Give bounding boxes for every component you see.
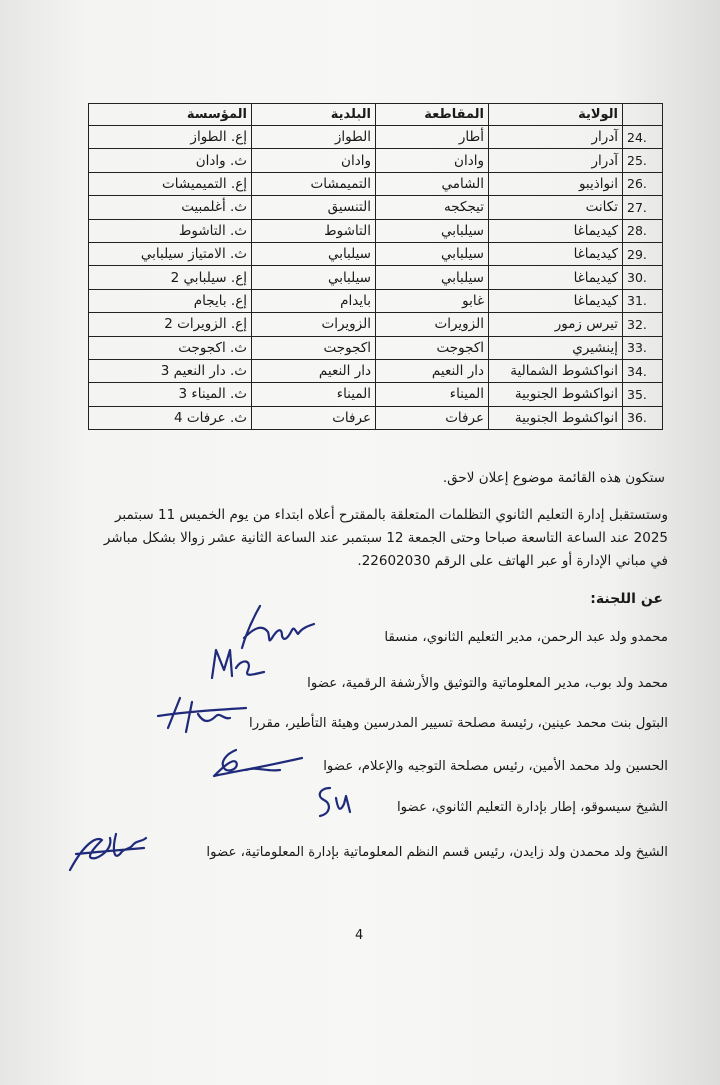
committee-member: محمدو ولد عبد الرحمن، مدير التعليم الثانوي، منسقا [384,630,668,645]
table-row [89,289,663,312]
cell-municipality: وادان [252,149,376,172]
committee-member: الشيخ سيسوقو، إطار بإدارة التعليم الثانوي، عضوا [396,800,668,815]
cell-state: آدرار [489,149,623,172]
cell-department: دار النعيم [376,359,489,382]
cell-state: انواكشوط الشمالية [489,359,623,382]
cell-state: انواكشوط الجنوبية [489,406,623,429]
cell-institution: ث. دار النعيم 3 [89,359,252,382]
cell-institution: إع. بايجام [89,289,252,312]
cell-municipality: الطواز [252,126,376,149]
table-row [89,383,663,406]
cell-municipality: التنسيق [252,196,376,219]
committee-member: محمد ولد بوب، مدير المعلوماتية والتوثيق والأرشفة الرقمية، عضوا [307,676,668,691]
committee-heading: عن اللجنة: [590,591,663,607]
header-department: المقاطعة [376,104,489,126]
cell-institution: إع. التميميشات [89,172,252,195]
cell-state: كيديماغا [489,242,623,265]
table-row [89,336,663,359]
cell-institution: ث. اكجوجت [89,336,252,359]
cell-department: أطار [376,126,489,149]
page-number: 4 [355,928,364,943]
cell-institution: إع. الطواز [89,126,252,149]
cell-institution: ث. التاشوط [89,219,252,242]
cell-state: كيديماغا [489,266,623,289]
cell-institution: ث. الميناء 3 [89,383,252,406]
cell-department: سيلبابي [376,242,489,265]
cell-institution: ث. عرفات 4 [89,406,252,429]
paragraph-line-1: وستستقبل إدارة التعليم الثانوي التظلمات المتعلقة بالمقترح أعلاه ابتداء من يوم الخميس 11 سبتمبر [114,507,668,523]
cell-municipality: التاشوط [252,219,376,242]
row-number: 36. [623,406,663,429]
committee-member: البتول بنت محمد عينين، رئيسة مصلحة تسيير المدرسين وهيئة التأطير، مقررا [249,716,668,731]
table-row [89,219,663,242]
row-number: 28. [623,219,663,242]
announcement-note: ستكون هذه القائمة موضوع إعلان لاحق. [442,470,665,486]
cell-municipality: التميمشات [252,172,376,195]
cell-municipality: الزويرات [252,313,376,336]
row-number: 27. [623,196,663,219]
cell-municipality: دار النعيم [252,359,376,382]
signature-4 [206,742,316,784]
signature-3 [154,694,254,736]
cell-state: انواذيبو [489,172,623,195]
cell-department: سيلبابي [376,219,489,242]
cell-municipality: الميناء [252,383,376,406]
table-row [89,149,663,172]
cell-institution: إع. الزويرات 2 [89,313,252,336]
cell-municipality: عرفات [252,406,376,429]
cell-state: إينشيري [489,336,623,359]
cell-department: الزويرات [376,313,489,336]
cell-state: انواكشوط الجنوبية [489,383,623,406]
row-number: 32. [623,313,663,336]
signature-6 [62,824,152,880]
row-number: 31. [623,289,663,312]
row-number: 26. [623,172,663,195]
row-number: 25. [623,149,663,172]
row-number: 24. [623,126,663,149]
table-row [89,172,663,195]
paragraph-line-3: في مباني الإدارة أو عبر الهاتف على الرقم 22602030. [357,553,668,569]
header-municipality: البلدية [252,104,376,126]
cell-state: كيديماغا [489,289,623,312]
header-state: الولاية [489,104,623,126]
cell-institution: إع. سيلبابي 2 [89,266,252,289]
row-number: 35. [623,383,663,406]
cell-state: تيرس زمور [489,313,623,336]
table-row [89,196,663,219]
cell-department: عرفات [376,406,489,429]
header-number [623,104,663,126]
cell-municipality: بايدام [252,289,376,312]
table-row [89,126,663,149]
row-number: 29. [623,242,663,265]
signature-2 [206,644,270,684]
committee-member: الحسين ولد محمد الأمين، رئيس مصلحة التوجيه والإعلام، عضوا [323,759,668,774]
committee-member: الشيخ ولد محمدن ولد زايدن، رئيس قسم النظم المعلوماتية بإدارة المعلوماتية، عضوا [206,845,668,860]
signature-5 [310,782,360,826]
cell-municipality: اكجوجت [252,336,376,359]
cell-state: كيديماغا [489,219,623,242]
cell-municipality: سيلبابي [252,266,376,289]
row-number: 34. [623,359,663,382]
table-row [89,313,663,336]
cell-department: غابو [376,289,489,312]
table-row [89,266,663,289]
schools-table [88,103,663,430]
table-row [89,242,663,265]
cell-municipality: سيلبابي [252,242,376,265]
header-institution: المؤسسة [89,104,252,126]
grievance-paragraph [48,504,668,573]
cell-department: تيجكجه [376,196,489,219]
table-header-row [89,104,663,126]
cell-department: سيلبابي [376,266,489,289]
cell-state: آدرار [489,126,623,149]
cell-department: وادان [376,149,489,172]
cell-department: اكجوجت [376,336,489,359]
table-row [89,406,663,429]
cell-state: تكانت [489,196,623,219]
cell-department: الميناء [376,383,489,406]
paragraph-line-2: 2025 عند الساعة التاسعة صباحا وحتى الجمعة 12 سبتمبر عند الساعة الثانية عشر زوالا بشكل مباشر [103,530,668,546]
cell-institution: ث. الامتياز سيلبابي [89,242,252,265]
cell-institution: ث. وادان [89,149,252,172]
row-number: 30. [623,266,663,289]
row-number: 33. [623,336,663,359]
cell-institution: ث. أغلمبيت [89,196,252,219]
table-row [89,359,663,382]
cell-department: الشامي [376,172,489,195]
